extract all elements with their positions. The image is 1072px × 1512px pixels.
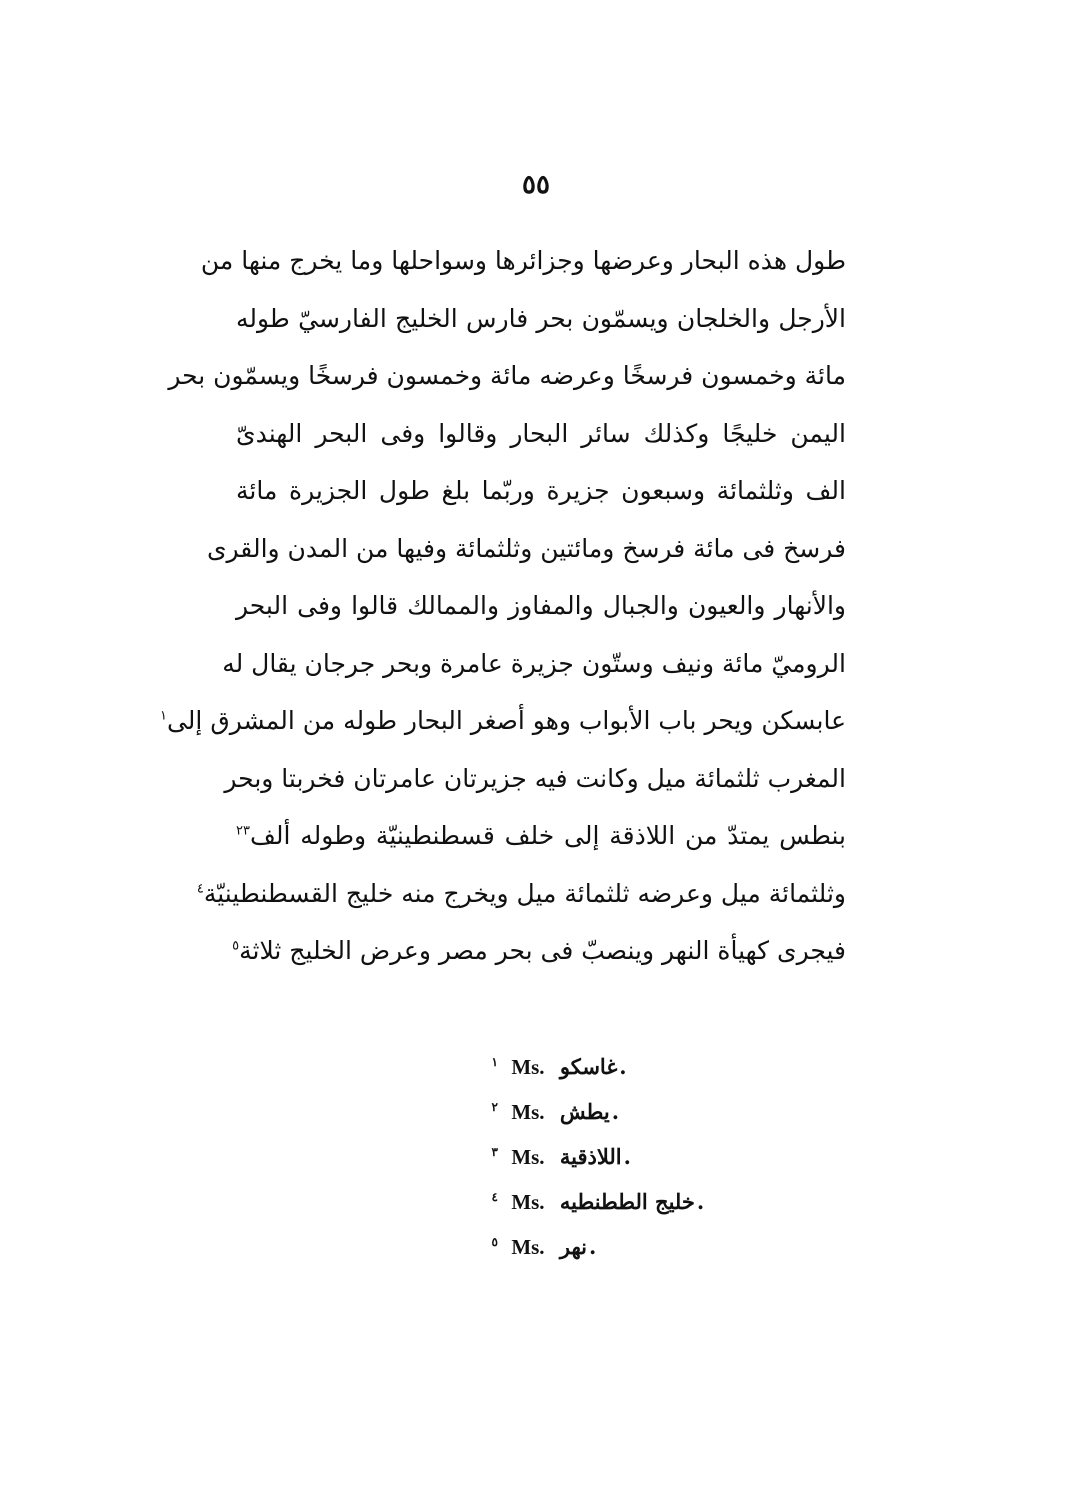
footnotes xyxy=(480,1044,860,1269)
footnote-marker: ٣ xyxy=(242,823,250,839)
line-text: فيجرى كهيأة النهر وينصبّ فى بحر مصر وعرض الخليج ثلاثة xyxy=(239,936,846,965)
footnote-end: . xyxy=(589,1234,597,1259)
footnote-marker: ٤ xyxy=(196,881,204,897)
line-text: الروميّ مائة ونيف وستّون جزيرة عامرة وبحر جرجان يقال له xyxy=(222,648,846,678)
line-text: المغرب ثلثمائة ميل وكانت فيه جزيرتان عامرتان فخربتا وبحر xyxy=(224,763,846,793)
footnote-ms: Ms. xyxy=(511,1190,545,1214)
line-text: بنطس يمتدّ من اللاذقة إلى خلف قسطنطينيّة وطوله ألف xyxy=(249,821,846,850)
footnote-ms: Ms. xyxy=(511,1145,545,1169)
text-line xyxy=(236,577,846,635)
footnote-ms: Ms. xyxy=(511,1235,545,1259)
footnote: ١ Ms. غاسكو. xyxy=(491,1054,627,1079)
footnote-marker: ٥ xyxy=(232,938,240,954)
text-line xyxy=(236,807,846,865)
text-line xyxy=(232,922,846,980)
footnote-text: خليج الططنطيه xyxy=(559,1189,695,1214)
line-text: مائة وخمسون فرسخًا وعرضه مائة وخمسون فرسخًا ويسمّون بحر xyxy=(168,361,846,390)
line-text: فرسخ فى مائة فرسخ ومائتين وثلثمائة وفيها من المدن والقرى xyxy=(206,533,846,563)
text-line xyxy=(236,290,846,348)
line-text: والأنهار والعيون والجبال والمفاوز والممالك قالوا وفى البحر xyxy=(236,591,846,620)
text-line xyxy=(168,347,846,405)
line-text: طول هذه البحار وعرضها وجزائرها وسواحلها وما يخرج منها من xyxy=(200,246,846,275)
footnote-marker: ١ xyxy=(159,708,167,724)
footnote-end: . xyxy=(696,1189,705,1214)
body-text xyxy=(159,232,846,980)
line-text: الف وثلثمائة وسبعون جزيرة وربّما بلغ طول الجزيرة مائة xyxy=(236,476,846,505)
footnote-text: غاسكو xyxy=(559,1054,618,1079)
footnote: ٢ Ms. يطش. xyxy=(491,1099,620,1124)
text-line xyxy=(196,865,846,923)
text-line xyxy=(236,405,846,463)
text-line xyxy=(200,232,846,290)
line-text: عابسكن ويحر باب الأبواب وهو أصغر البحار طوله من المشرق إلى xyxy=(166,706,846,735)
footnote-text: يطش xyxy=(559,1099,610,1124)
footnote-text: نهر xyxy=(559,1234,587,1259)
footnote-end: . xyxy=(623,1144,631,1169)
footnote-text: اللاذقية xyxy=(559,1144,622,1169)
line-text: وثلثمائة ميل وعرضه ثلثمائة ميل ويخرج منه خليج القسطنطينيّة xyxy=(203,878,846,908)
footnote-end: . xyxy=(619,1054,627,1079)
text-line xyxy=(236,462,846,520)
text-line xyxy=(206,520,846,578)
line-text: الأرجل والخلجان ويسمّون بحر فارس الخليج الفارسيّ طوله xyxy=(236,303,846,333)
footnote-ms: Ms. xyxy=(511,1100,545,1124)
text-line xyxy=(159,692,846,750)
page-number: ٥٥ xyxy=(522,170,550,200)
text-line xyxy=(222,635,846,693)
footnote: ٣ Ms. اللاذقية. xyxy=(491,1144,631,1169)
footnote-end: . xyxy=(611,1099,620,1124)
footnote: ٤ Ms. خليج الططنطيه. xyxy=(491,1189,705,1214)
footnote: ٥ Ms. نهر. xyxy=(491,1234,597,1259)
text-line xyxy=(224,750,846,808)
footnote-marker: ٢ xyxy=(236,823,243,839)
line-text: اليمن خليجًا وكذلك سائر البحار وقالوا وفى البحر الهندىّ xyxy=(236,418,846,448)
footnote-ms: Ms. xyxy=(511,1055,545,1079)
